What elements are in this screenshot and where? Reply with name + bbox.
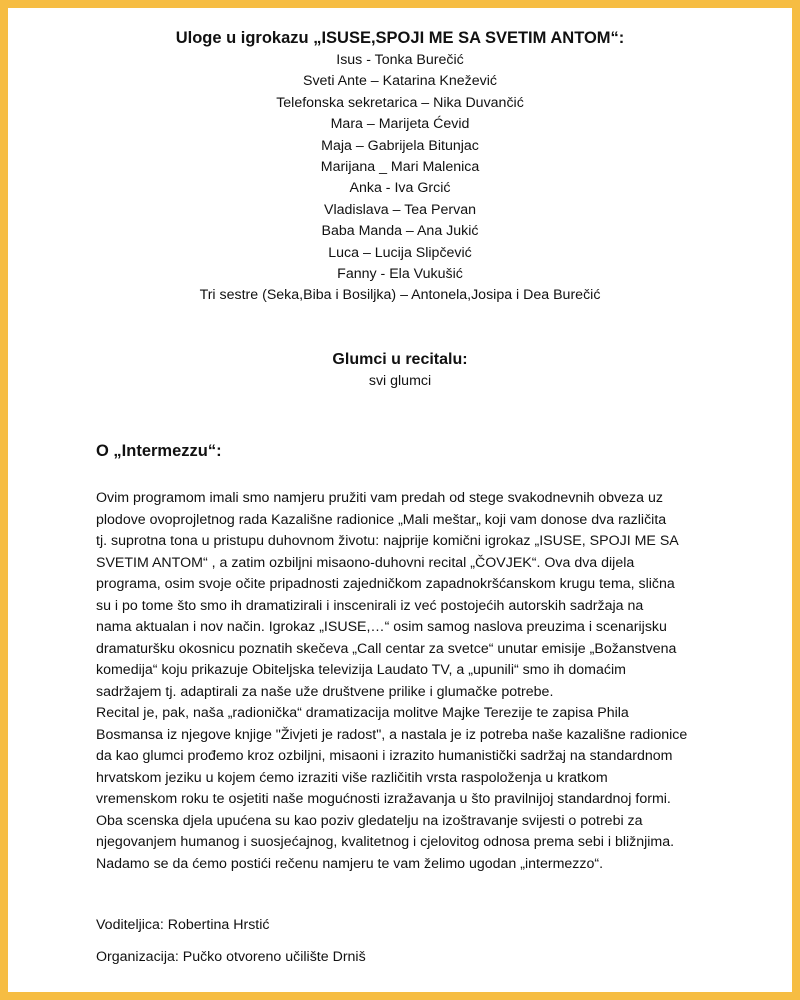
body-line: nama aktualan i nov način. Igrokaz „ISUSE,…“ osim samog naslova preuzima i scenarijsku xyxy=(96,619,667,635)
body-line: vremenskom roku te osjetiti naše mogućnosti izražavanja u što pravilnijoj standardnoj formi. xyxy=(96,791,671,807)
recital-subtitle: svi glumci xyxy=(368,373,432,389)
leader-credit: Voditeljica: Robertina Hrstić xyxy=(96,917,270,933)
cast-item: Marijana _ Mari Malenica xyxy=(320,159,480,176)
body-line: njegovanjem humanog i suosjećajnog, kvalitetnog i cjelovitog odnosa prema sebi i bližnjima. xyxy=(96,834,675,850)
body-line: plodove ovoprojletnog rada Kazališne radionice „Mali meštar„ koji vam donose dva različita xyxy=(96,511,667,528)
body-line: Oba scenska djela upućena su kao poziv gledatelju na izoštravanje svijesti o potrebi za xyxy=(96,812,643,829)
cast-title: Uloge u igrokazu „ISUSE,SPOJI ME SA SVETIM ANTOM“: xyxy=(175,29,625,47)
body-line: Recital je, pak, naša „radionička“ dramatizacija molitve Majke Terezije te zapisa Phila xyxy=(96,705,629,721)
body-line: Bosmansa iz njegove knjige "Živjeti je radost", a nastala je iz potreba naše kazališne radionice xyxy=(96,726,688,743)
body-line: Nadamo se da ćemo postići rečenu namjeru te vam želimo ugodan „intermezzo“. xyxy=(96,855,604,872)
cast-item: Isus - Tonka Burečić xyxy=(336,52,464,68)
cast-item: Sveti Ante – Katarina Knežević xyxy=(302,73,497,90)
body-line: Ovim programom imali smo namjeru pružiti vam predah od stege svakodnevnih obveza uz xyxy=(96,490,663,506)
cast-list xyxy=(8,50,792,307)
body-line: su i po tome što smo ih dramatizirali i inscenirali iz već postojećih autorskih sadržaja na xyxy=(96,597,644,614)
body-line: da kao glumci prođemo kroz ozbiljni, misaoni i izrazito humanistički sadržaj na standardnom xyxy=(96,748,673,764)
body-line: hrvatskom jeziku u kojem ćemo izraziti više različitih vrsta raspoloženja u kratkom xyxy=(96,769,608,786)
cast-item: Telefonska sekretarica – Nika Duvančić xyxy=(276,94,524,111)
cast-item: Maja – Gabrijela Bitunjac xyxy=(321,137,479,154)
cast-item: Luca – Lucija Slipčević xyxy=(328,244,472,261)
cast-item: Baba Manda – Ana Jukić xyxy=(321,223,479,240)
recital-heading: Glumci u recitalu: xyxy=(332,351,468,368)
cast-item: Tri sestre (Seka,Biba i Bosiljka) – Antonela,Josipa i Dea Burečić xyxy=(199,287,601,304)
cast-item: Anka - Iva Grcić xyxy=(349,180,451,197)
organization-credit: Organizacija: Pučko otvoreno učilište Drniš xyxy=(96,949,366,965)
body-line: sadržajem tj. adaptirali za naše uže društvene prilike i glumačke potrebe. xyxy=(96,683,554,700)
body-line: programa, osim svoje očite pripadnosti zajedničkom zapadnokršćanskom krugu tema, slična xyxy=(96,576,675,592)
body-line: tj. suprotna tona u pristupu duhovnom životu: najprije komični igrokaz „ISUSE, SPOJI ME SA xyxy=(96,533,679,549)
intermezzo-heading: O „Intermezzu“: xyxy=(96,442,222,460)
document-page xyxy=(8,8,792,992)
intermezzo-body xyxy=(96,488,712,875)
body-line: dramaturšku okosnicu poznatih skečeva „Call centar za svetce“ unutar emisije „Božanstvena xyxy=(96,640,677,657)
cast-item: Vladislava – Tea Pervan xyxy=(324,201,476,218)
cast-item: Mara – Marijeta Ćevid xyxy=(330,116,470,133)
body-line: komedija“ koju prikazuje Obiteljska televizija Laudato TV, a „upunili“ smo ih domaćim xyxy=(96,662,626,678)
cast-item: Fanny - Ela Vukušić xyxy=(337,266,463,283)
body-line: SVETIM ANTOM“ , a zatim ozbiljni misaono-duhovni recital „ČOVJEK“. Ova dva dijela xyxy=(96,554,635,571)
